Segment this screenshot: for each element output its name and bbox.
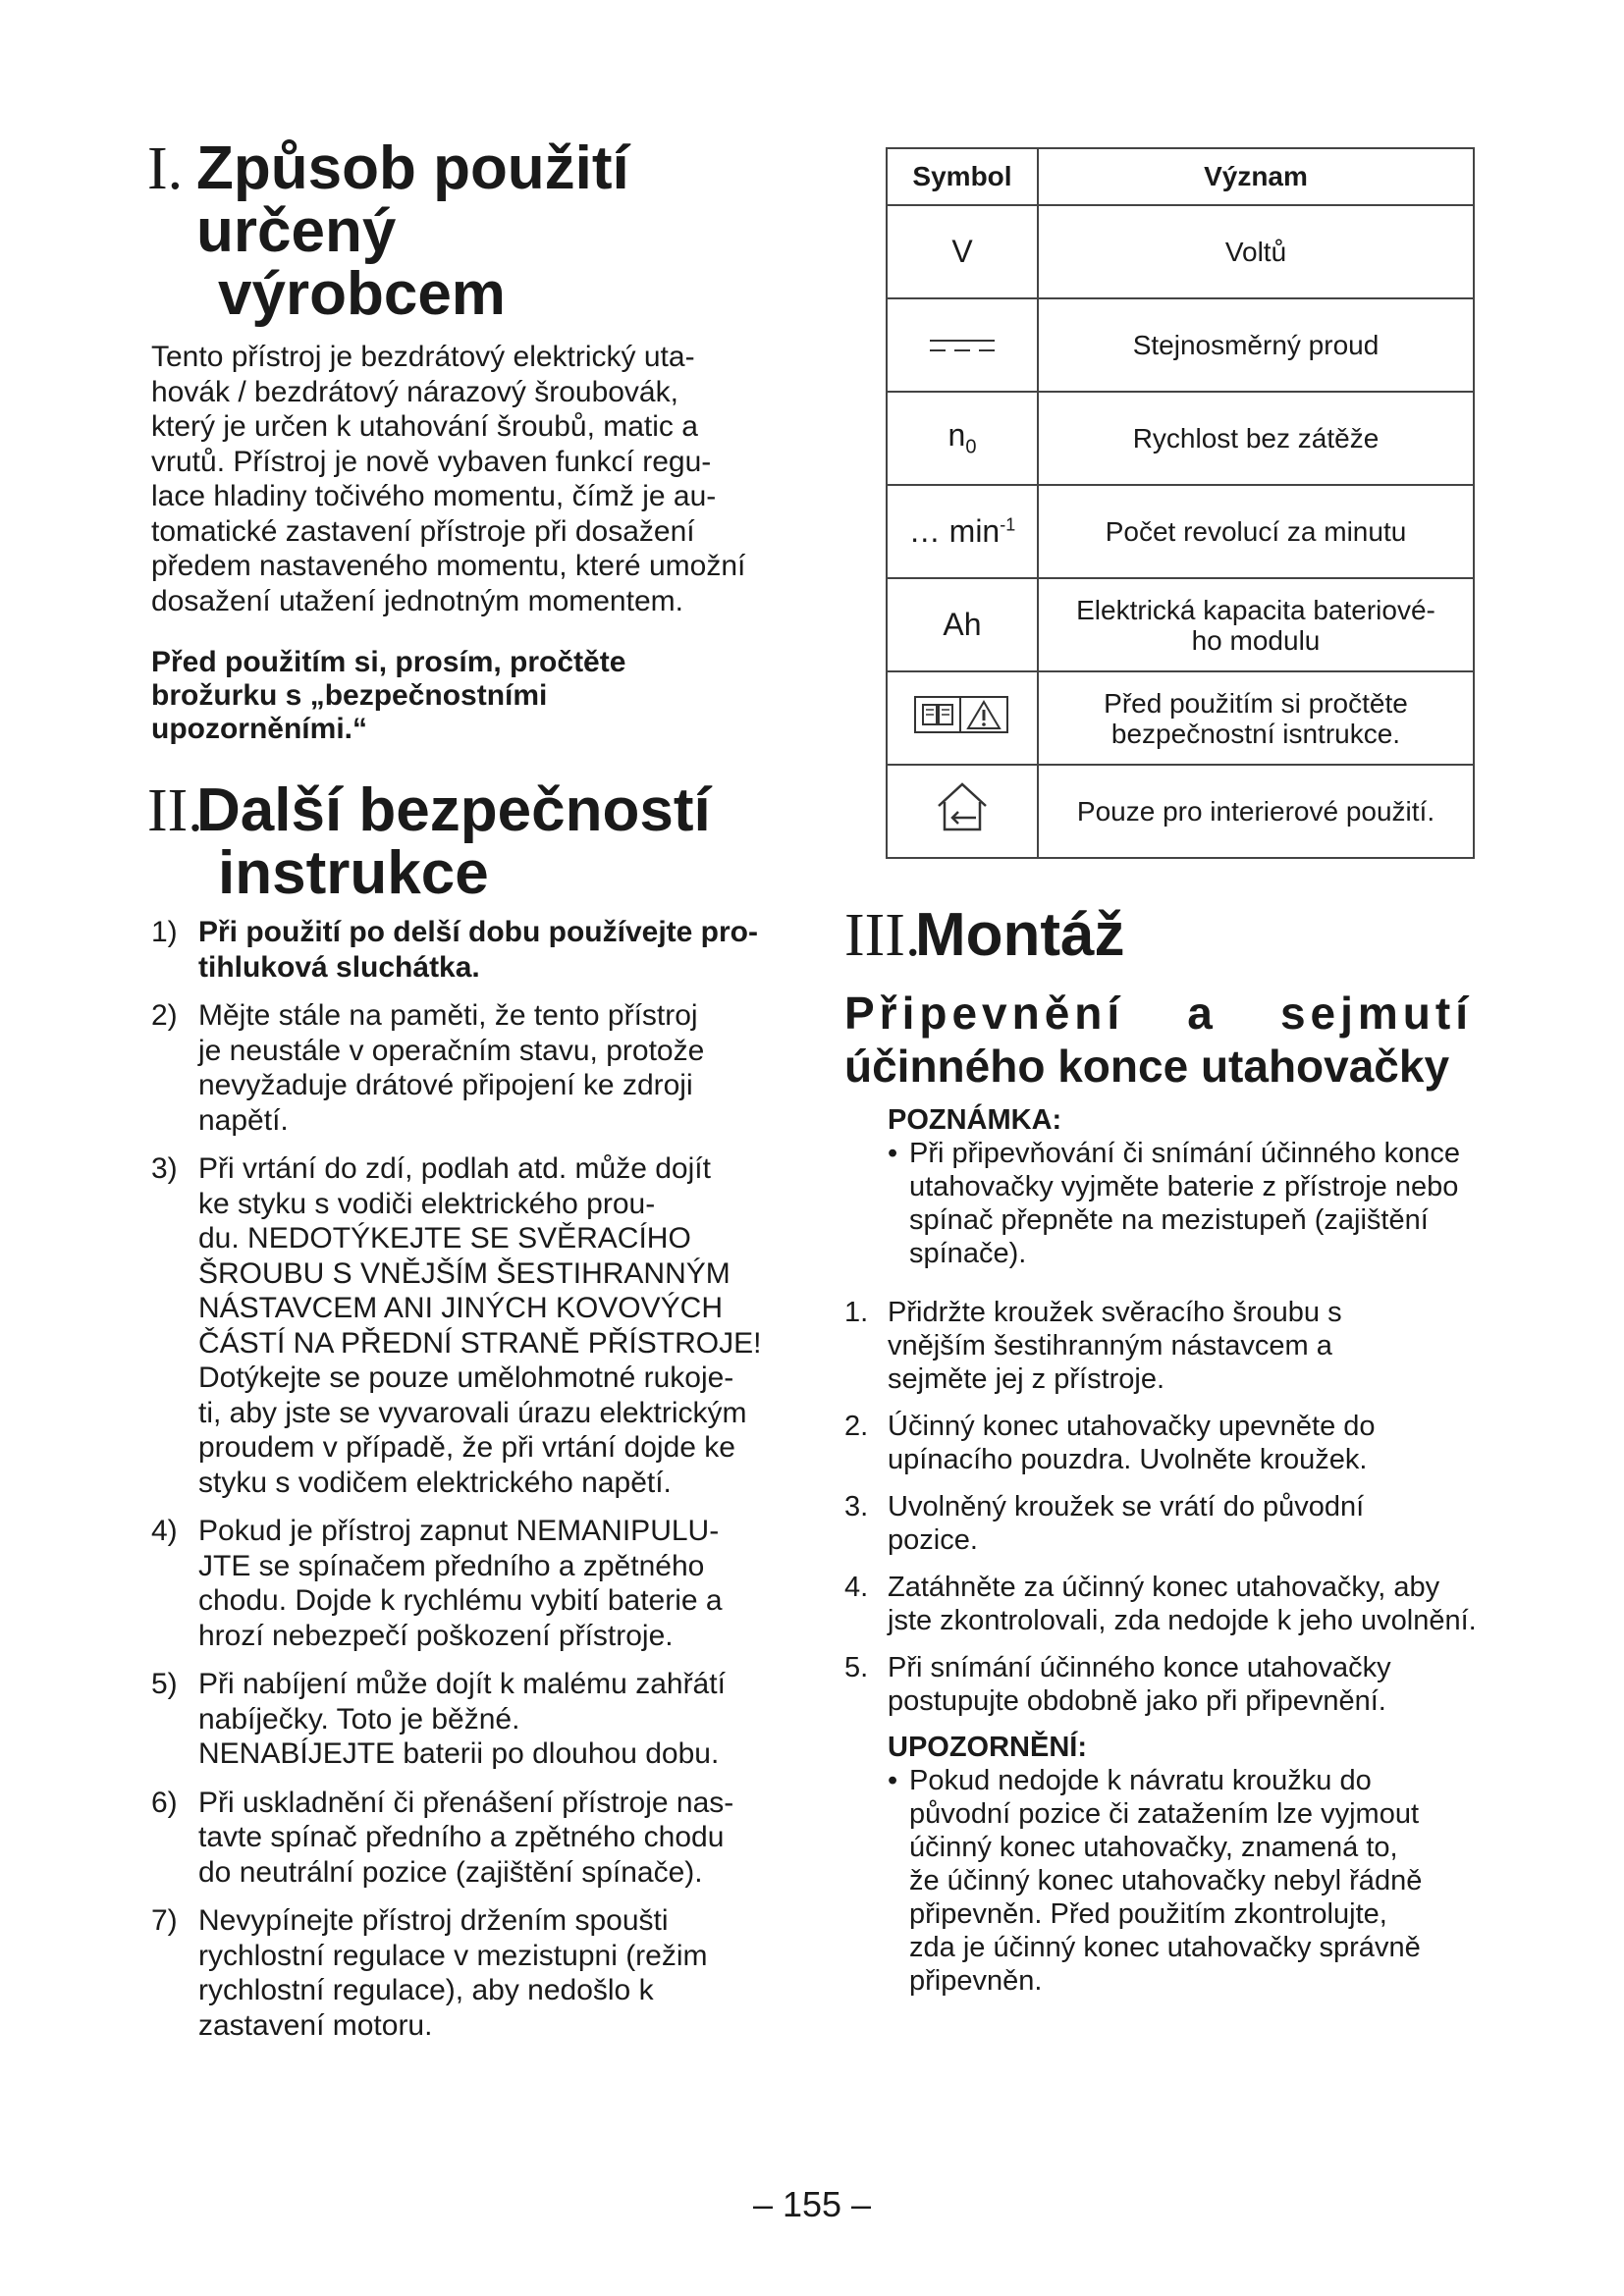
symbol-cell: V (887, 205, 1038, 298)
item-line: proudem v případě, že při vrtání dojde ke (198, 1431, 735, 1464)
symbol-text: n (947, 417, 966, 454)
note-bullet (888, 1137, 1512, 1270)
item-number: 4) (151, 1515, 178, 1547)
symbol-header: Symbol (887, 148, 1038, 205)
direct-current-icon (928, 336, 997, 355)
note-line: spínače). (909, 1238, 1027, 1269)
intro-line: lace hladiny točivého momentu, čímž je au- (151, 480, 717, 512)
item-line: je neustále v operačním stavu, protože (198, 1034, 705, 1067)
list-item (147, 998, 795, 1138)
note-line: utahovačky vyjměte baterie z přístroje nebo (909, 1171, 1459, 1202)
item-line: pozice. (888, 1524, 978, 1556)
subtitle-word: Připevnění (844, 988, 1125, 1039)
item-line: ČÁSTÍ NA PŘEDNÍ STRANĚ PŘÍSTROJE! (198, 1326, 762, 1360)
item-line: hrozí nebezpečí poškození přístroje. (198, 1619, 674, 1652)
caution-line: účinný konec utahovačky, znamená to, (909, 1832, 1398, 1863)
meaning-line: ho modulu (1191, 624, 1321, 656)
right-column (844, 147, 1512, 1998)
item-line: upínacího pouzdra. Uvolněte kroužek. (888, 1444, 1368, 1475)
intro-line: dosažení utažení jednotným momentem. (151, 584, 683, 617)
intro-line: vrutů. Přístroj je nově vybaven funkcí regu- (151, 445, 712, 478)
item-line: NENABÍJEJTE baterii po dlouhou dobu. (198, 1737, 720, 1770)
list-item (147, 1667, 795, 1772)
meaning-header: Význam (1038, 148, 1474, 205)
note-line: Při připevňování či snímání účinného konce (909, 1138, 1460, 1169)
item-line: ŠROUBU S VNĚJŠÍM ŠESTIHRANNÝM (198, 1256, 731, 1290)
item-line: Uvolněný kroužek se vrátí do původní (888, 1491, 1365, 1522)
read-safety-booklet-note (151, 646, 795, 746)
warning-line: upozorněními.“ (151, 713, 367, 745)
list-item (844, 1490, 1512, 1557)
section-safety-instructions (147, 776, 795, 2043)
item-line: NÁSTAVCEM ANI JINÝCH KOVOVÝCH (198, 1292, 723, 1324)
table-row (887, 578, 1474, 671)
table-row (887, 485, 1474, 578)
indoor-use-icon (933, 780, 992, 835)
assembly-steps (844, 1296, 1512, 1718)
symbol-cell (887, 765, 1038, 858)
item-line: ti, aby jste se vyvarovali úrazu elektrickým (198, 1396, 747, 1429)
item-line: Při použití po delší dobu používejte pro- (198, 916, 758, 948)
caution-line: připevněn. (909, 1965, 1043, 1997)
intro-line: který je určen k utahování šroubů, matic a (151, 410, 698, 443)
caution-heading: UPOZORNĚNÍ: (888, 1732, 1087, 1763)
item-number: 3. (844, 1491, 869, 1522)
item-number: 5. (844, 1652, 869, 1683)
caution-line: zda je účinný konec utahovačky správně (909, 1932, 1421, 1963)
table-row (887, 298, 1474, 392)
list-item (844, 1410, 1512, 1476)
item-line: Přidržte kroužek svěracího šroubu s (888, 1297, 1342, 1328)
item-line: zastavení motoru. (198, 2008, 433, 2042)
meaning-cell (1038, 671, 1474, 765)
section-2-title-line-1: Další bezpečností (196, 776, 711, 844)
item-number: 6) (151, 1786, 178, 1819)
symbol-cell (887, 485, 1038, 578)
meaning-line: bezpečnostní isntrukce. (1110, 718, 1401, 749)
warning-line: Před použitím si, prosím, pročtěte (151, 646, 626, 678)
item-line: vnějším šestihranným nástavcem a (888, 1330, 1332, 1362)
intro-line: předem nastaveného momentu, které umožní (151, 550, 746, 582)
list-item (147, 1151, 795, 1500)
item-number: 1. (844, 1297, 869, 1328)
section-2-title-line-2: instrukce (218, 839, 489, 907)
intro-line: Tento přístroj je bezdrátový elektrický uta- (151, 341, 695, 373)
item-line: Dotýkejte se pouze umělohmotné rukoje- (198, 1362, 734, 1394)
intro-line: hovák / bezdrátový nárazový šroubovák, (151, 375, 678, 408)
item-line: nevyžaduje drátové připojení ke zdroji (198, 1069, 693, 1101)
item-line: Při snímání účinného konce utahovačky (888, 1652, 1391, 1683)
subsection-heading (844, 987, 1512, 1093)
item-line: postupujte obdobně jako při připevnění. (888, 1685, 1386, 1717)
section-assembly (844, 901, 1512, 1998)
item-line: Při nabíjení může dojít k malému zahřátí (198, 1668, 726, 1700)
table-row (887, 205, 1474, 298)
item-line: Při vrtání do zdí, podlah atd. může dojít (198, 1152, 711, 1185)
item-line: Zatáhněte za účinný konec utahovačky, aby (888, 1572, 1440, 1603)
list-item (844, 1651, 1512, 1718)
list-item (844, 1296, 1512, 1396)
meaning-cell: Pouze pro interierové použití. (1038, 765, 1474, 858)
symbol-subscript: 0 (965, 436, 977, 458)
item-line: Nevypínejte přístroj držením spoušti (198, 1904, 669, 1937)
item-line: do neutrální pozice (zajištění spínače). (198, 1855, 703, 1889)
meaning-cell: Voltů (1038, 205, 1474, 298)
item-line: tihluková sluchátka. (198, 950, 480, 984)
bullet-mark: • (888, 1138, 898, 1169)
caution-line: Pokud nedojde k návratu kroužku do (909, 1765, 1372, 1796)
symbol-cell (887, 392, 1038, 485)
item-number: 4. (844, 1572, 869, 1603)
list-item (147, 915, 795, 985)
symbol-text: … min (908, 513, 1001, 549)
subtitle-line-2: účinného konce utahovačky (844, 1041, 1450, 1092)
caution-bullet (888, 1764, 1512, 1998)
symbol-cell: Ah (887, 578, 1038, 671)
section-2-heading (147, 776, 795, 907)
item-line: sejměte jej z přístroje. (888, 1363, 1165, 1395)
meaning-cell (1038, 578, 1474, 671)
meaning-line: Elektrická kapacita bateriové- (1076, 594, 1435, 625)
item-line: chodu. Dojde k rychlému vybití baterie a (198, 1584, 723, 1617)
item-number: 2) (151, 999, 178, 1032)
item-line: tavte spínač předního a zpětného chodu (198, 1821, 725, 1853)
item-line: styku s vodičem elektrického napětí. (198, 1466, 672, 1499)
item-line: Mějte stále na paměti, že tento přístroj (198, 999, 698, 1032)
caution-line: že účinný konec utahovačky nebyl řádně (909, 1865, 1423, 1896)
symbol-cell (887, 298, 1038, 392)
item-number: 5) (151, 1668, 178, 1700)
item-line: rychlostní regulace v mezistupni (režim (198, 1939, 708, 1972)
item-number: 7) (151, 1904, 178, 1937)
read-manual-warning-icon (913, 693, 1011, 736)
caution-line: původní pozice či zatažením lze vyjmout (909, 1798, 1420, 1830)
intro-paragraph (151, 340, 795, 618)
table-row (887, 765, 1474, 858)
section-intended-use (147, 134, 795, 746)
bullet-mark: • (888, 1765, 898, 1796)
section-3-numeral: III. (844, 902, 921, 969)
symbol-cell (887, 671, 1038, 765)
safety-list (147, 915, 795, 2043)
list-item (147, 1786, 795, 1891)
item-line: Při uskladnění či přenášení přístroje nas- (198, 1786, 734, 1819)
meaning-cell: Stejnosměrný proud (1038, 298, 1474, 392)
section-1-heading (147, 134, 795, 328)
symbol-superscript: -1 (1000, 514, 1016, 535)
meaning-cell: Rychlost bez zátěže (1038, 392, 1474, 485)
item-line: Pokud je přístroj zapnut NEMANIPULU- (198, 1515, 720, 1547)
note-heading: POZNÁMKA: (888, 1104, 1062, 1136)
section-3-heading (844, 901, 1512, 969)
intro-line: tomatické zastavení přístroje při dosažení (151, 514, 695, 548)
list-item (844, 1571, 1512, 1637)
item-line: napětí. (198, 1103, 289, 1137)
item-line: ke styku s vodiči elektrického prou- (198, 1187, 656, 1220)
item-number: 1) (151, 916, 178, 948)
section-2-numeral: II. (147, 777, 203, 844)
item-line: jste zkontrolovali, zda nedojde k jeho uvolnění. (888, 1605, 1477, 1636)
meaning-line: Před použitím si pročtěte (1104, 687, 1408, 719)
subtitle-word: sejmutí (1279, 988, 1473, 1039)
table-row (887, 671, 1474, 765)
item-number: 2. (844, 1411, 869, 1442)
section-3-title: Montáž (915, 901, 1125, 969)
item-line: rychlostní regulace), aby nedošlo k (198, 1974, 654, 2006)
item-line: du. NEDOTÝKEJTE SE SVĚRACÍHO (198, 1222, 691, 1255)
page-number: – 155 – (752, 2184, 872, 2224)
symbol-table (886, 147, 1475, 859)
section-1-title-line-1: Způsob použití určený (196, 134, 629, 265)
item-line: Účinný konec utahovačky upevněte do (888, 1411, 1376, 1442)
section-1-numeral: I. (147, 135, 184, 202)
item-line: nabíječky. Toto je běžné. (198, 1702, 520, 1735)
list-item (147, 1514, 795, 1653)
note-line: spínač přepněte na mezistupeň (zajištění (909, 1204, 1429, 1236)
meaning-cell: Počet revolucí za minutu (1038, 485, 1474, 578)
warning-line: brožurku s „bezpečnostními (151, 679, 548, 712)
item-line: JTE se spínačem předního a zpětného (198, 1549, 705, 1582)
subtitle-word: a (1187, 988, 1218, 1039)
section-1-title-line-2: výrobcem (218, 260, 506, 328)
left-column (147, 134, 795, 2056)
item-number: 3) (151, 1152, 178, 1185)
list-item (147, 1903, 795, 2043)
table-row (887, 392, 1474, 485)
caution-line: připevněn. Před použitím zkontrolujte, (909, 1898, 1387, 1930)
